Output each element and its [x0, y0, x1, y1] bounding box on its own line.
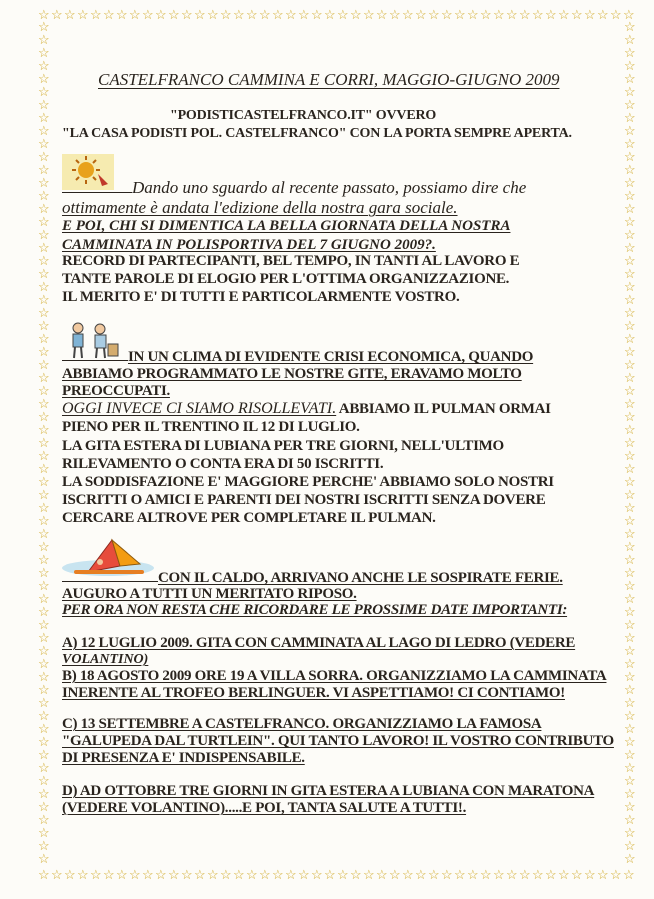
star-icon: ☆ — [129, 7, 141, 22]
star-icon: ☆ — [363, 867, 375, 882]
star-icon: ☆ — [38, 825, 50, 840]
star-icon: ☆ — [90, 867, 102, 882]
event-b-line-2: INERENTE AL TROFEO BERLINGUER. VI ASPETTIAMO! CI CONTIAMO! — [62, 685, 565, 701]
star-icon: ☆ — [402, 867, 414, 882]
subtitle-line-2: "LA CASA PODISTI POL. CASTELFRANCO" CON LA PORTA SEMPRE APERTA. — [62, 126, 572, 141]
star-icon: ☆ — [428, 7, 440, 22]
star-icon: ☆ — [311, 7, 323, 22]
star-icon: ☆ — [38, 708, 50, 723]
star-icon: ☆ — [441, 867, 453, 882]
star-icon: ☆ — [624, 32, 636, 47]
star-icon: ☆ — [285, 867, 297, 882]
star-icon: ☆ — [350, 7, 362, 22]
star-icon: ☆ — [624, 71, 636, 86]
star-icon: ☆ — [624, 487, 636, 502]
star-icon: ☆ — [624, 812, 636, 827]
star-icon: ☆ — [624, 344, 636, 359]
star-icon: ☆ — [38, 97, 50, 112]
star-icon: ☆ — [624, 331, 636, 346]
star-icon: ☆ — [64, 7, 76, 22]
star-icon: ☆ — [181, 7, 193, 22]
star-icon: ☆ — [38, 851, 50, 866]
event-a-line-1: A) 12 LUGLIO 2009. GITA CON CAMMINATA AL LAGO DI LEDRO (VEDERE — [62, 635, 576, 651]
star-icon: ☆ — [624, 97, 636, 112]
star-icon: ☆ — [38, 435, 50, 450]
star-icon: ☆ — [38, 110, 50, 125]
star-icon: ☆ — [38, 58, 50, 73]
section2-line-1: IN UN CLIMA DI EVIDENTE CRISI ECONOMICA, QUANDO — [62, 349, 533, 366]
star-icon: ☆ — [624, 448, 636, 463]
star-icon: ☆ — [493, 7, 505, 22]
star-icon: ☆ — [624, 188, 636, 203]
star-icon: ☆ — [207, 867, 219, 882]
page-title: CASTELFRANCO CAMMINA E CORRI, MAGGIO-GIUGNO 2009 — [98, 70, 560, 89]
star-icon: ☆ — [38, 565, 50, 580]
star-icon: ☆ — [597, 7, 609, 22]
star-icon: ☆ — [38, 266, 50, 281]
star-icon: ☆ — [38, 305, 50, 320]
star-icon: ☆ — [624, 409, 636, 424]
star-icon: ☆ — [624, 513, 636, 528]
star-icon: ☆ — [624, 838, 636, 853]
star-icon: ☆ — [38, 409, 50, 424]
star-icon: ☆ — [38, 383, 50, 398]
section2-line-4: OGGI INVECE CI SIAMO RISOLLEVATI. ABBIAMO IL PULMAN ORMAI — [62, 400, 551, 417]
subtitle-line-1: "PODISTICASTELFRANCO.IT" OVVERO — [170, 108, 437, 123]
star-icon: ☆ — [38, 526, 50, 541]
star-icon: ☆ — [38, 214, 50, 229]
section3-line-1: CON IL CALDO, ARRIVANO ANCHE LE SOSPIRATE FERIE. — [62, 570, 563, 587]
section2-line-5: PIENO PER IL TRENTINO IL 12 DI LUGLIO. — [62, 419, 360, 435]
star-icon: ☆ — [624, 19, 636, 34]
star-icon: ☆ — [624, 760, 636, 775]
star-icon: ☆ — [597, 867, 609, 882]
star-icon: ☆ — [38, 318, 50, 333]
star-icon: ☆ — [519, 7, 531, 22]
star-icon: ☆ — [38, 188, 50, 203]
star-icon: ☆ — [38, 578, 50, 593]
star-icon: ☆ — [64, 867, 76, 882]
star-icon: ☆ — [324, 7, 336, 22]
star-icon: ☆ — [624, 500, 636, 515]
section2-line-9: ISCRITTI O AMICI E PARENTI DEI NOSTRI ISCRITTI SENZA DOVERE — [62, 492, 546, 508]
star-icon: ☆ — [571, 7, 583, 22]
star-icon: ☆ — [506, 7, 518, 22]
star-icon: ☆ — [272, 867, 284, 882]
star-icon: ☆ — [298, 867, 310, 882]
star-icon: ☆ — [246, 867, 258, 882]
star-icon: ☆ — [624, 721, 636, 736]
star-icon: ☆ — [480, 7, 492, 22]
star-icon: ☆ — [350, 867, 362, 882]
star-icon: ☆ — [233, 7, 245, 22]
star-icon: ☆ — [623, 867, 635, 882]
star-icon: ☆ — [624, 734, 636, 749]
event-d-line-1: D) AD OTTOBRE TRE GIORNI IN GITA ESTERA A LUBIANA CON MARATONA — [62, 783, 595, 799]
star-icon: ☆ — [624, 617, 636, 632]
star-icon: ☆ — [38, 370, 50, 385]
star-icon: ☆ — [415, 867, 427, 882]
event-c-line-1: C) 13 SETTEMBRE A CASTELFRANCO. ORGANIZZIAMO LA FAMOSA — [62, 716, 542, 732]
star-icon: ☆ — [624, 604, 636, 619]
star-icon: ☆ — [38, 136, 50, 151]
star-icon: ☆ — [103, 867, 115, 882]
star-icon: ☆ — [624, 305, 636, 320]
section2-line-10: CERCARE ALTROVE PER COMPLETARE IL PULMAN. — [62, 510, 436, 526]
star-icon: ☆ — [584, 867, 596, 882]
star-icon: ☆ — [624, 578, 636, 593]
star-icon: ☆ — [38, 448, 50, 463]
star-icon: ☆ — [142, 867, 154, 882]
star-icon: ☆ — [246, 7, 258, 22]
section2-line-6: LA GITA ESTERA DI LUBIANA PER TRE GIORNI, NELL'ULTIMO — [62, 438, 504, 454]
section2-line-3: PREOCCUPATI. — [62, 383, 170, 399]
star-icon: ☆ — [38, 357, 50, 372]
star-icon: ☆ — [38, 422, 50, 437]
star-icon: ☆ — [38, 799, 50, 814]
star-icon: ☆ — [298, 7, 310, 22]
section3-line-3: PER ORA NON RESTA CHE RICORDARE LE PROSSIME DATE IMPORTANTI: — [62, 602, 568, 618]
star-icon: ☆ — [624, 370, 636, 385]
star-icon: ☆ — [38, 123, 50, 138]
star-icon: ☆ — [389, 867, 401, 882]
star-icon: ☆ — [38, 474, 50, 489]
star-icon: ☆ — [545, 867, 557, 882]
star-icon: ☆ — [454, 867, 466, 882]
star-icon: ☆ — [38, 71, 50, 86]
star-icon: ☆ — [624, 630, 636, 645]
star-icon: ☆ — [77, 7, 89, 22]
star-icon: ☆ — [38, 695, 50, 710]
star-icon: ☆ — [624, 825, 636, 840]
star-icon: ☆ — [532, 7, 544, 22]
star-icon: ☆ — [624, 84, 636, 99]
star-icon: ☆ — [610, 867, 622, 882]
star-icon: ☆ — [624, 383, 636, 398]
star-icon: ☆ — [220, 867, 232, 882]
star-icon: ☆ — [624, 214, 636, 229]
star-icon: ☆ — [624, 279, 636, 294]
star-icon: ☆ — [155, 867, 167, 882]
section1-emphasis-1: E POI, CHI SI DIMENTICA LA BELLA GIORNATA DELLA NOSTRA — [62, 218, 511, 234]
star-icon: ☆ — [624, 708, 636, 723]
star-icon: ☆ — [168, 867, 180, 882]
star-icon: ☆ — [38, 552, 50, 567]
star-icon: ☆ — [38, 175, 50, 190]
star-icon: ☆ — [623, 7, 635, 22]
star-icon: ☆ — [116, 867, 128, 882]
star-icon: ☆ — [428, 867, 440, 882]
star-icon: ☆ — [624, 136, 636, 151]
section1-body-2: TANTE PAROLE DI ELOGIO PER L'OTTIMA ORGANIZZAZIONE. — [62, 271, 510, 287]
star-icon: ☆ — [259, 867, 271, 882]
star-icon: ☆ — [624, 292, 636, 307]
star-icon: ☆ — [624, 461, 636, 476]
star-icon: ☆ — [168, 7, 180, 22]
star-icon: ☆ — [363, 7, 375, 22]
star-icon: ☆ — [624, 747, 636, 762]
section1-body-3: IL MERITO E' DI TUTTI E PARTICOLARMENTE VOSTRO. — [62, 289, 460, 305]
event-b-line-1: B) 18 AGOSTO 2009 ORE 19 A VILLA SORRA. ORGANIZZIAMO LA CAMMINATA — [62, 668, 607, 684]
star-icon: ☆ — [207, 7, 219, 22]
star-icon: ☆ — [38, 201, 50, 216]
star-icon: ☆ — [624, 162, 636, 177]
star-icon: ☆ — [38, 760, 50, 775]
star-icon: ☆ — [259, 7, 271, 22]
star-icon: ☆ — [624, 552, 636, 567]
star-icon: ☆ — [38, 812, 50, 827]
star-icon: ☆ — [38, 867, 50, 882]
star-icon: ☆ — [38, 838, 50, 853]
star-icon: ☆ — [38, 7, 50, 22]
star-icon: ☆ — [624, 786, 636, 801]
star-icon: ☆ — [624, 149, 636, 164]
star-icon: ☆ — [624, 526, 636, 541]
star-icon: ☆ — [38, 32, 50, 47]
section2-line-8: LA SODDISFAZIONE E' MAGGIORE PERCHE' ABBIAMO SOLO NOSTRI — [62, 474, 554, 490]
star-icon: ☆ — [38, 786, 50, 801]
star-icon: ☆ — [389, 7, 401, 22]
star-icon: ☆ — [624, 45, 636, 60]
star-icon: ☆ — [624, 318, 636, 333]
star-icon: ☆ — [584, 7, 596, 22]
star-icon: ☆ — [38, 45, 50, 60]
star-icon: ☆ — [38, 643, 50, 658]
star-icon: ☆ — [142, 7, 154, 22]
star-icon: ☆ — [38, 630, 50, 645]
star-icon: ☆ — [103, 7, 115, 22]
star-icon: ☆ — [272, 7, 284, 22]
star-icon: ☆ — [38, 253, 50, 268]
star-icon: ☆ — [38, 656, 50, 671]
star-icon: ☆ — [38, 292, 50, 307]
star-icon: ☆ — [155, 7, 167, 22]
section1-intro-2: ottimamente è andata l'edizione della nostra gara sociale. — [62, 198, 458, 217]
star-icon: ☆ — [624, 266, 636, 281]
star-icon: ☆ — [90, 7, 102, 22]
star-icon: ☆ — [285, 7, 297, 22]
star-icon: ☆ — [38, 734, 50, 749]
star-icon: ☆ — [38, 669, 50, 684]
star-icon: ☆ — [480, 867, 492, 882]
star-icon: ☆ — [610, 7, 622, 22]
star-icon: ☆ — [38, 162, 50, 177]
star-icon: ☆ — [624, 227, 636, 242]
star-icon: ☆ — [181, 867, 193, 882]
star-icon: ☆ — [38, 539, 50, 554]
star-icon: ☆ — [38, 396, 50, 411]
star-icon: ☆ — [337, 7, 349, 22]
star-icon: ☆ — [38, 461, 50, 476]
star-icon: ☆ — [233, 867, 245, 882]
star-icon: ☆ — [337, 867, 349, 882]
star-icon: ☆ — [558, 867, 570, 882]
star-icon: ☆ — [467, 7, 479, 22]
star-icon: ☆ — [38, 682, 50, 697]
event-c-line-2: "GALUPEDA DAL TURTLEIN". QUI TANTO LAVORO! IL VOSTRO CONTRIBUTO — [62, 733, 614, 749]
star-icon: ☆ — [624, 240, 636, 255]
star-icon: ☆ — [38, 500, 50, 515]
star-icon: ☆ — [624, 565, 636, 580]
section1-emphasis-2: CAMMINATA IN POLISPORTIVA DEL 7 GIUGNO 2009?. — [62, 237, 436, 253]
event-c-line-3: DI PRESENZA E' INDISPENSABILE. — [62, 750, 305, 766]
star-icon: ☆ — [467, 867, 479, 882]
star-icon: ☆ — [624, 123, 636, 138]
section3-line-2: AUGURO A TUTTI UN MERITATO RIPOSO. — [62, 586, 357, 602]
section1-intro-1: Dando uno sguardo al recente passato, possiamo dire che — [62, 178, 582, 198]
star-icon: ☆ — [38, 513, 50, 528]
star-icon: ☆ — [624, 110, 636, 125]
section1-body-1: RECORD DI PARTECIPANTI, BEL TEMPO, IN TANTI AL LAVORO E — [62, 253, 520, 269]
star-icon: ☆ — [624, 58, 636, 73]
star-icon: ☆ — [454, 7, 466, 22]
star-icon: ☆ — [38, 591, 50, 606]
star-icon: ☆ — [441, 7, 453, 22]
star-icon: ☆ — [194, 7, 206, 22]
star-icon: ☆ — [558, 7, 570, 22]
event-a-line-2: VOLANTINO) — [62, 652, 149, 667]
star-icon: ☆ — [519, 867, 531, 882]
star-icon: ☆ — [624, 201, 636, 216]
star-icon: ☆ — [220, 7, 232, 22]
star-icon: ☆ — [38, 19, 50, 34]
star-icon: ☆ — [38, 149, 50, 164]
star-icon: ☆ — [38, 279, 50, 294]
star-icon: ☆ — [545, 7, 557, 22]
event-d-line-2: (VEDERE VOLANTINO).....E POI, TANTA SALUTE A TUTTI!. — [62, 800, 467, 816]
star-icon: ☆ — [38, 344, 50, 359]
star-icon: ☆ — [624, 682, 636, 697]
star-icon: ☆ — [624, 773, 636, 788]
star-icon: ☆ — [624, 396, 636, 411]
star-icon: ☆ — [624, 539, 636, 554]
star-icon: ☆ — [624, 656, 636, 671]
star-icon: ☆ — [38, 240, 50, 255]
star-icon: ☆ — [402, 7, 414, 22]
section2-line-7: RILEVAMENTO O CONTA ERA DI 50 ISCRITTI. — [62, 456, 384, 472]
star-icon: ☆ — [376, 7, 388, 22]
star-icon: ☆ — [624, 422, 636, 437]
star-icon: ☆ — [38, 773, 50, 788]
star-icon: ☆ — [532, 867, 544, 882]
star-icon: ☆ — [38, 331, 50, 346]
star-icon: ☆ — [624, 669, 636, 684]
star-icon: ☆ — [624, 695, 636, 710]
star-icon: ☆ — [415, 7, 427, 22]
star-icon: ☆ — [624, 591, 636, 606]
star-icon: ☆ — [38, 84, 50, 99]
star-icon: ☆ — [571, 867, 583, 882]
star-icon: ☆ — [624, 799, 636, 814]
star-icon: ☆ — [506, 867, 518, 882]
section2-line-2: ABBIAMO PROGRAMMATO LE NOSTRE GITE, ERAVAMO MOLTO — [62, 366, 522, 382]
star-icon: ☆ — [194, 867, 206, 882]
star-icon: ☆ — [116, 7, 128, 22]
star-icon: ☆ — [38, 617, 50, 632]
star-icon: ☆ — [311, 867, 323, 882]
star-icon: ☆ — [129, 867, 141, 882]
star-icon: ☆ — [624, 851, 636, 866]
star-icon: ☆ — [624, 474, 636, 489]
star-icon: ☆ — [38, 487, 50, 502]
star-icon: ☆ — [38, 747, 50, 762]
star-icon: ☆ — [624, 357, 636, 372]
star-icon: ☆ — [77, 867, 89, 882]
star-icon: ☆ — [51, 867, 63, 882]
star-icon: ☆ — [324, 867, 336, 882]
star-icon: ☆ — [624, 643, 636, 658]
star-icon: ☆ — [38, 227, 50, 242]
star-icon: ☆ — [493, 867, 505, 882]
star-icon: ☆ — [624, 253, 636, 268]
star-icon: ☆ — [624, 435, 636, 450]
star-icon: ☆ — [51, 7, 63, 22]
star-icon: ☆ — [624, 175, 636, 190]
star-icon: ☆ — [38, 721, 50, 736]
star-icon: ☆ — [376, 867, 388, 882]
star-icon: ☆ — [38, 604, 50, 619]
